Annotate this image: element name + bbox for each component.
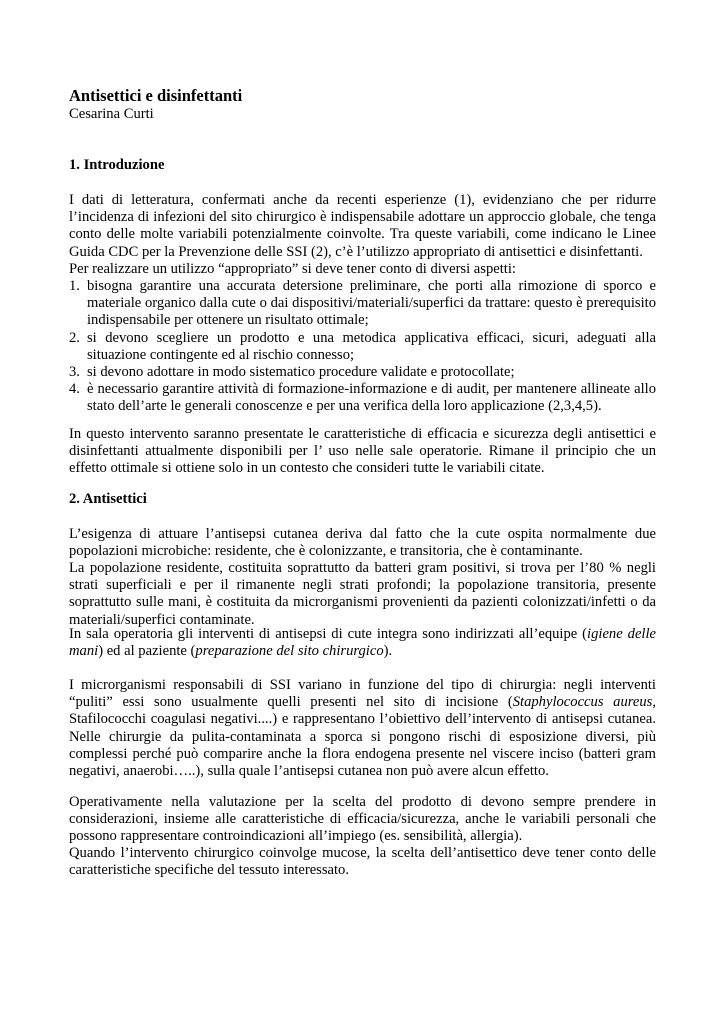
aspects-list — [69, 278, 656, 416]
document-author: Cesarina Curti — [69, 106, 154, 122]
list-item-text: si devono scegliere un prodotto e una metodica applicativa efficaci, sicuri, adeguati alla situazione contingente ed al rischio connesso; — [87, 329, 656, 363]
section-heading-antisettici: 2. Antisettici — [69, 491, 147, 507]
list-item-text: è necessario garantire attività di formazione-informazione e di audit, per mantenere allineate allo stato dell’arte le generali conoscenze e per una verifica della loro applicazione (2,3,4,5). — [87, 381, 656, 415]
italic-text-run: igiene delle mani — [69, 626, 657, 660]
list-item-number: 3. — [69, 364, 80, 381]
document-title: Antisettici e disinfettanti — [69, 86, 243, 105]
text-run: Stafilococchi coagulasi negativi....) e rappresentano l’obiettivo dell’intervento di antisepsi cutanea. Nelle chirurgie da pulita-contaminata a sporca si pongono rischi di esposizione diversi, più complessi perché può comparire anche la flora endogena presente nel viscere inciso (batteri gram negativi, anaerobi…..), sulla quale l’antisepsi cutanea non può avere alcun effetto. — [69, 711, 656, 780]
italic-text-run: Staphylococcus aureus, — [512, 694, 657, 711]
paragraph-intro-3: In questo intervento saranno presentate le caratteristiche di efficacia e sicurezza degli antisettici e disinfettanti attualmente disponibili per l’ uso nelle sale operatorie. Rimane il principio che un effetto ottimale si ottiene solo in un contesto che consideri tutte le variabili citate. — [69, 426, 656, 477]
text-run: ). — [383, 643, 393, 660]
section-heading-introduzione: 1. Introduzione — [69, 157, 165, 173]
list-item — [69, 381, 656, 415]
text-run: ) ed al paziente ( — [98, 643, 196, 660]
list-item-text: bisogna garantire una accurata detersione preliminare, che porti alla rimozione di sporco e materiale organico dalla cute o dai dispositivi/materiali/superfici da trattare: questo è prerequisito indispensabile per ottenere un risultato ottimale; — [87, 278, 656, 329]
list-item — [69, 330, 656, 364]
list-item-text: si devono adottare in modo sistematico procedure validate e protocollate; — [87, 364, 515, 381]
paragraph-antisettici-3 — [69, 626, 656, 660]
text-run: In sala operatoria gli interventi di antisepsi di cute integra sono indirizzati all’equipe ( — [69, 626, 588, 642]
paragraph-antisettici-6: Quando l’intervento chirurgico coinvolge mucose, la scelta dell’antisettico deve tener conto delle caratteristiche specifiche del tessuto interessato. — [69, 845, 656, 879]
paragraph-intro-2: Per realizzare un utilizzo “appropriato” si deve tener conto di diversi aspetti: — [69, 261, 516, 277]
text-run: I microrganismi responsabili di SSI variano in funzione del tipo di chirurgia: negli interventi “puliti” essi sono usualmente quelli presenti nel sito di incisione ( — [69, 677, 656, 711]
list-item — [69, 364, 656, 381]
paragraph-antisettici-1: L’esigenza di attuare l’antisepsi cutanea deriva dal fatto che la cute ospita normalmente due popolazioni microbiche: residente, che è colonizzante, e transitoria, che è contaminante. — [69, 526, 656, 560]
paragraph-antisettici-2: La popolazione residente, costituita soprattutto da batteri gram positivi, si trova per l’80 % negli strati superficiali e per il rimanente negli strati profondi; la popolazione transitoria, presente soprattutto sulle mani, è costituita da microrganismi provenienti da pazienti colonizzati/infetti o da materiali/superfici contaminate. — [69, 560, 656, 628]
list-item-number: 2. — [69, 329, 80, 346]
list-item-number: 1. — [69, 278, 80, 294]
paragraph-antisettici-5: Operativamente nella valutazione per la scelta del prodotto di devono sempre prendere in considerazioni, insieme alle caratteristiche di efficacia/sicurezza, anche le variabili personali che possono rappresentare controindicazioni all’impiego (es. sensibilità, allergia). — [69, 794, 656, 845]
paragraph-antisettici-4 — [69, 677, 656, 780]
list-item — [69, 278, 656, 330]
paragraph-intro-1: I dati di letteratura, confermati anche da recenti esperienze (1), evidenziano che per ridurre l’incidenza di infezioni del sito chirurgico è indispensabile adottare un approccio globale, che tenga conto delle molte variabili potenzialmente coinvolte. Tra queste variabili, come indicano le Linee Guida CDC per la Prevenzione delle SSI (2), c’è l’utilizzo appropriato di antisettici e disinfettanti. — [69, 192, 656, 260]
list-item-number: 4. — [69, 381, 80, 398]
italic-text-run: preparazione del sito chirurgico — [195, 643, 384, 660]
